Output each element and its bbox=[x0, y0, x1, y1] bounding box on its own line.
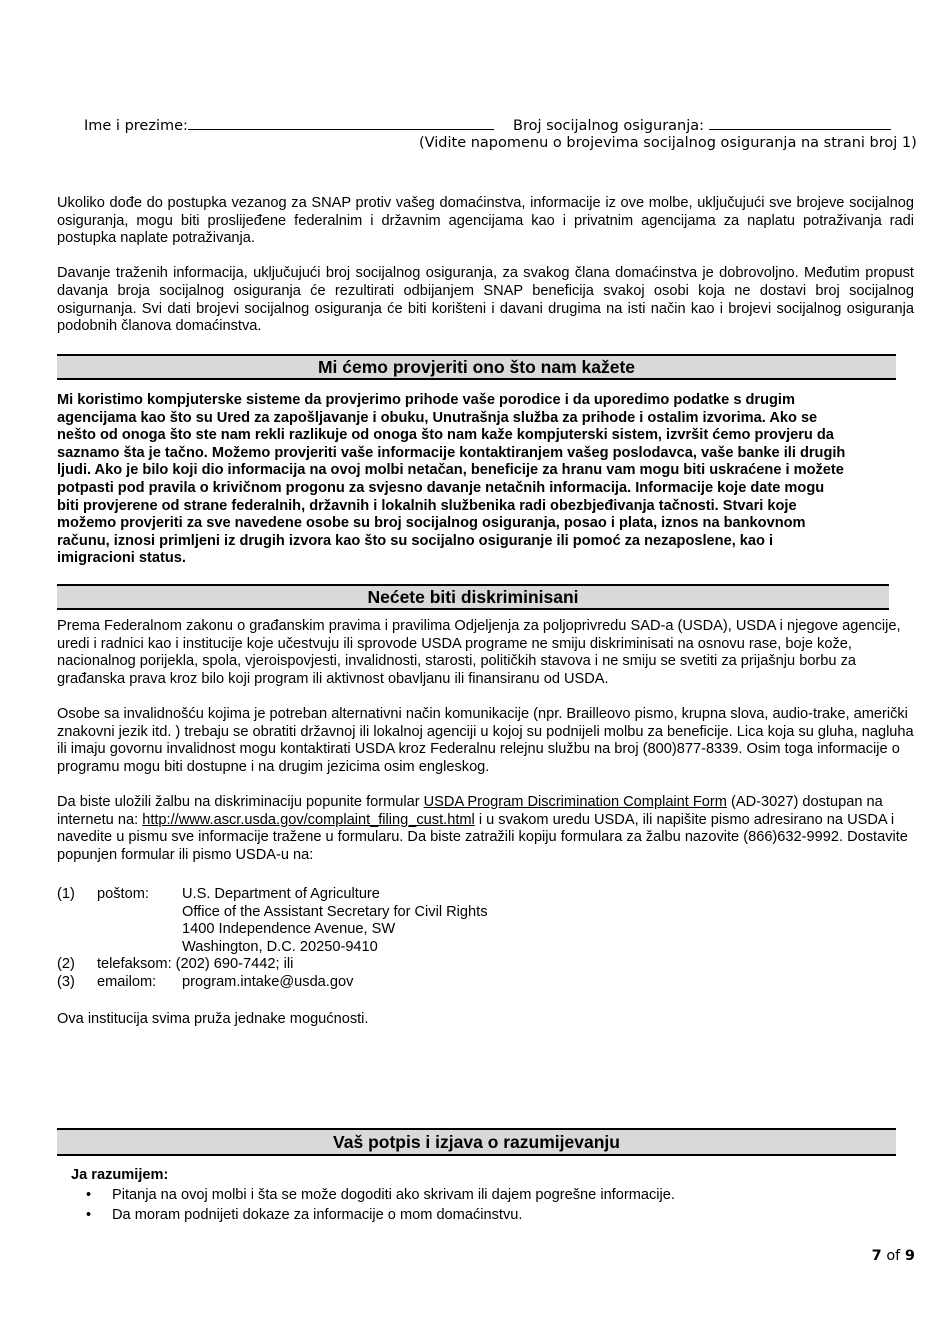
complaint-form-link[interactable]: USDA Program Discrimination Complaint Form bbox=[423, 793, 727, 810]
list-item-text: Pitanja na ovoj molbi i šta se može dogoditi ako skrivam ili dajem pogrešne informacije. bbox=[112, 1187, 675, 1203]
verify-title: Mi ćemo provjeriti ono što nam kažete bbox=[317, 357, 636, 377]
address-row-3 bbox=[57, 921, 657, 939]
page-current: 7 bbox=[871, 1248, 882, 1264]
discrimination-paragraph-2: Osobe sa invalidnošću kojima je potreban alternativni način komunikacije (npr. Brailleovo pismo, krupna slova, audio-trake, američki znakovni jezik itd. ) trebaju se obratiti državnoj ili lokalnoj agenciji u kojoj su podnijeli molbu za beneficije. Lica koja su gluha, nagluha ili imaju govornu invalidnost mogu kontaktirati USDA kroz Federalnu relejnu službu na broj (800)877-8339. Osim toga informacije o programu mogu biti dostupne i na drugim jezicima osim engleskog. bbox=[57, 705, 914, 775]
contact-mail-row bbox=[57, 886, 657, 904]
list-item-text: Da moram podnijeti dokaze za informacije o mom domaćinstvu. bbox=[112, 1207, 523, 1223]
contact-email-row bbox=[57, 974, 657, 992]
ssn-field-row bbox=[513, 115, 891, 134]
address-line-1: U.S. Department of Agriculture bbox=[182, 886, 380, 902]
discrimination-paragraph-1: Prema Federalnom zakonu o građanskim pravima i pravilima Odjeljenja za poljoprivredu SAD-a (USDA), USDA i njegove agencije, uredi i radnici kao i institucije koje učestvuju ili sprovode USDA programe ne smiju diskriminisati na osnovu rase, boje kože, nacionalnog porijekla, spola, vjeroispovjesti, invalidnosti, starosti, političkih stavova i ne smiju se svetiti za prijašnju borbu za građanska prava kroz bilo koji program ili aktivnost obavljanu ili finansiranu od USDA. bbox=[57, 618, 901, 687]
contact-fax-row bbox=[57, 956, 657, 974]
contact-fax-number: (2) bbox=[57, 956, 75, 973]
verify-text: Mi koristimo kompjuterske sisteme da provjerimo prihode vaše porodice i da uporedimo podatke s drugim agencijama kao što su Ured za zapošljavanje i obuku, Unutrašnja služba za prihode i ostalim izvorima. Ako se nešto od onoga što ste nam rekli razlikuje od onoga što nam kaže kompjuterski sistem, izvršit ćemo provjeru da saznamo šta je tačno. Možemo provjeriti vaše informacije kontaktiranjem vašeg poslodavca, vaše banke ili drugih ljudi. Ako je bilo koji dio informacija na ovoj molbi netačan, beneficije za hranu vam mogu biti uskraćene i možete potpasti pod pravila o krivičnom progonu za svjesno davanje netačnih informacija. Informacije koje date mogu biti provjerene od strane federalnih, državnih i lokalnih službenika radi obezbjeđivanja tačnosti. Stvari koje možemo provjeriti za sve navedene osobe su broj socijalnog osiguranja, posao i plata, iznos na bankovnom računu, iznosi primljeni iz drugih izvora kao što su socijalno osiguranje ili pomoć za nezaposlene, kao i imigracioni status. bbox=[57, 392, 846, 567]
contact-email-label: emailom: bbox=[97, 973, 157, 990]
complaint-text-a: Da biste uložili žalbu na diskriminaciju popunite formular bbox=[57, 793, 424, 810]
discrimination-title: Nećete biti diskriminisani bbox=[367, 587, 579, 607]
page-total: 9 bbox=[904, 1248, 915, 1264]
complaint-text-b: (AD-3027) dostupan na internetu na: bbox=[57, 793, 883, 828]
address-row-4 bbox=[57, 939, 657, 957]
contact-list bbox=[57, 886, 657, 992]
signature-section-header bbox=[57, 1128, 896, 1156]
address-row-2 bbox=[57, 904, 657, 922]
ssn-label: Broj socijalnog osiguranja: bbox=[513, 118, 705, 134]
contact-email-number: (3) bbox=[57, 973, 75, 990]
ssn-note: (Vidite napomenu o brojevima socijalnog osiguranja na strani broj 1) bbox=[419, 135, 917, 151]
verify-section-header bbox=[57, 354, 896, 380]
signature-title: Vaš potpis i izjava o razumijevanju bbox=[333, 1132, 620, 1152]
page-of: of bbox=[886, 1248, 901, 1264]
contact-mail-label: poštom: bbox=[97, 886, 149, 902]
address-line-4: Washington, D.C. 20250-9410 bbox=[182, 938, 378, 955]
page-number bbox=[872, 1248, 915, 1264]
name-label: Ime i prezime: bbox=[84, 118, 188, 134]
complaint-paragraph bbox=[57, 794, 917, 864]
intro-paragraph-2: Davanje traženih informacija, uključujući broj socijalnog osiguranja, za svakog člana domaćinstva je dobrovoljno. Međutim propust davanja broja socijalnog osiguranja će rezultirati odbijanjem SNAP beneficija svakoj osobi koja ne dostavi broj socijalnog osigurnanja. Svi dati brojevi socijalnog osiguranja će biti korišteni i davani drugima na isti način kao i brojevi socijalnog osiguranja podobnih članova domaćinstva. bbox=[57, 265, 914, 335]
complaint-url-link[interactable]: http://www.ascr.usda.gov/complaint_filing_cust.html bbox=[142, 811, 475, 828]
complaint-text-c: i u svakom uredu USDA, ili napišite pismo adresirano na USDA i navedite u pismu sve informacije tražene u formularu. Da biste zatražili kopiju formulara za žalbu nazovite (866)632-9992. Dostavite popunjen formular ili pismo USDA-u na: bbox=[57, 811, 908, 863]
discrimination-section bbox=[57, 618, 917, 864]
contact-email-value: program.intake@usda.gov bbox=[182, 973, 354, 990]
ssn-input-line[interactable] bbox=[709, 115, 891, 130]
bullet-icon: • bbox=[86, 1207, 92, 1223]
discrimination-section-header bbox=[57, 584, 889, 610]
list-item bbox=[70, 1205, 890, 1225]
understand-list bbox=[70, 1185, 890, 1225]
understand-label: Ja razumijem: bbox=[71, 1167, 169, 1183]
intro-section bbox=[57, 195, 914, 336]
address-line-2: Office of the Assistant Secretary for Civil Rights bbox=[182, 903, 488, 920]
intro-paragraph-1: Ukoliko dođe do postupka vezanog za SNAP protiv vašeg domaćinstva, informacije iz ove molbe, uključujući sve brojeve socijalnog osiguranja, mogu biti proslijeđene federalnim i državnim agencijama kao i privatnim agencijama za naplatu potraživanja radi postupka naplate potraživanja. bbox=[57, 195, 914, 247]
list-item bbox=[70, 1185, 890, 1205]
equal-opportunity-statement: Ova institucija svima pruža jednake mogućnosti. bbox=[57, 1011, 369, 1027]
contact-fax-text: telefaksom: (202) 690-7442; ili bbox=[97, 956, 294, 973]
name-input-line[interactable] bbox=[188, 115, 494, 130]
address-line-3: 1400 Independence Avenue, SW bbox=[182, 921, 396, 938]
name-field-row bbox=[84, 115, 494, 134]
contact-mail-number: (1) bbox=[57, 886, 75, 902]
bullet-icon: • bbox=[86, 1187, 92, 1203]
